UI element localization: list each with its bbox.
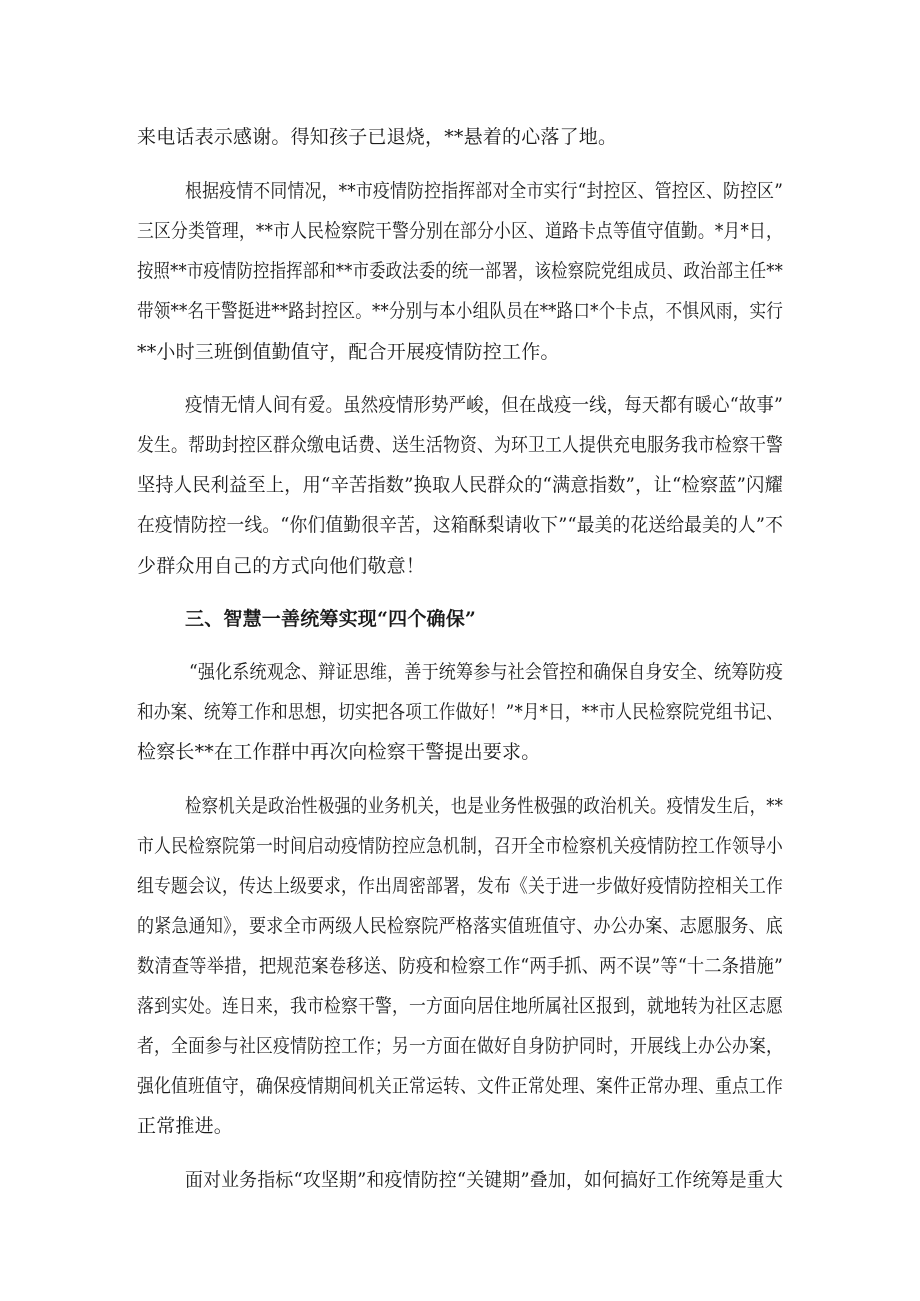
line-text: 在疫情防控一线。“你们值勤很辛苦，这箱酥梨请收下”“最美的花送给最美的人”不 [137, 514, 784, 536]
text-line [0, 955, 920, 977]
text-line [0, 835, 920, 857]
text-line [0, 474, 920, 496]
line-text: 三区分类管理，**市人民检察院干警分别在部分小区、道路卡点等值守值勤。*月*日， [137, 220, 783, 242]
heading-text: 三、智慧一善统筹实现“四个确保” [185, 608, 477, 630]
line-text: 检察长**在工作群中再次向检察干警提出要求。 [137, 741, 541, 763]
text-line [0, 394, 920, 416]
text-line [0, 180, 920, 202]
line-text: 的紧急通知》，要求全市两级人民检察院严格落实值班值守、办公办案、志愿服务、底 [137, 915, 784, 937]
text-line [0, 555, 920, 577]
line-text: 发生。帮助封控区群众缴电话费、送生活物资、为环卫工人提供充电服务我市检察干警 [137, 434, 783, 456]
text-line [0, 1075, 920, 1097]
line-text: 少群众用自己的方式向他们敬意！ [137, 555, 426, 577]
section-heading [0, 608, 920, 630]
text-line [0, 1035, 920, 1057]
text-line [0, 341, 920, 363]
text-line [0, 795, 920, 817]
line-text: 来电话表示感谢。得知孩子已退烧，**悬着的心落了地。 [137, 126, 618, 148]
line-text: 市人民检察院第一时间启动疫情防控应急机制，召开全市检察机关疫情防控工作领导小 [137, 835, 783, 857]
line-text: 按照**市疫情防控指挥部和**市委政法委的统一部署，该检察院党组成员、政治部主任** [137, 260, 783, 282]
text-line [0, 434, 920, 456]
text-line [0, 1169, 920, 1191]
line-text: 数清查等举措，把规范案卷移送、防疫和检察工作“两手抓、两不误”等“十二条措施” [137, 955, 783, 977]
line-text: 正常推进。 [137, 1115, 234, 1137]
text-line [0, 661, 920, 683]
text-line [0, 300, 920, 322]
text-line [0, 514, 920, 536]
line-text: 带领**名干警挺进**路封控区。**分别与本小组队员在**路口*个卡点，不惧风雨，实行 [137, 300, 783, 322]
text-line [0, 126, 920, 148]
line-text: 强化值班值守，确保疫情期间机关正常运转、文件正常处理、案件正常办理、重点工作 [137, 1075, 783, 1097]
text-line [0, 995, 920, 1017]
text-line [0, 875, 920, 897]
text-line [0, 1115, 920, 1137]
line-text: 面对业务指标“攻坚期”和疫情防控“关键期”叠加，如何搞好工作统筹是重大 [185, 1169, 783, 1191]
line-text: 根据疫情不同情况，**市疫情防控指挥部对全市实行“封控区、管控区、防控区” [185, 180, 784, 202]
text-line [0, 220, 920, 242]
line-text: **小时三班倒值勤值守，配合开展疫情防控工作。 [137, 341, 560, 363]
line-text: 坚持人民利益至上，用“辛苦指数”换取人民群众的“满意指数”，让“检察蓝”闪耀 [137, 474, 783, 496]
line-text: 组专题会议，传达上级要求，作出周密部署，发布《关于进一步做好疫情防控相关工作 [137, 875, 783, 897]
line-text: 疫情无情人间有爱。虽然疫情形势严峻，但在战疫一线，每天都有暖心“故事” [185, 394, 784, 416]
text-line [0, 701, 920, 723]
line-text: 和办案、统筹工作和思想，切实把各项工作做好！”*月*日，**市人民检察院党组书记、 [137, 701, 784, 723]
text-line [0, 915, 920, 937]
line-text: 者，全面参与社区疫情防控工作；另一方面在做好自身防护同时，开展线上办公办案， [137, 1035, 783, 1057]
line-text: 检察机关是政治性极强的业务机关，也是业务性极强的政治机关。疫情发生后，** [185, 795, 783, 817]
text-line [0, 260, 920, 282]
text-line [0, 741, 920, 763]
line-text: “强化系统观念、辩证思维，善于统筹参与社会管控和确保自身安全、统筹防疫 [189, 661, 783, 683]
line-text: 落到实处。连日来，我市检察干警，一方面向居住地所属社区报到，就地转为社区志愿 [137, 995, 783, 1017]
